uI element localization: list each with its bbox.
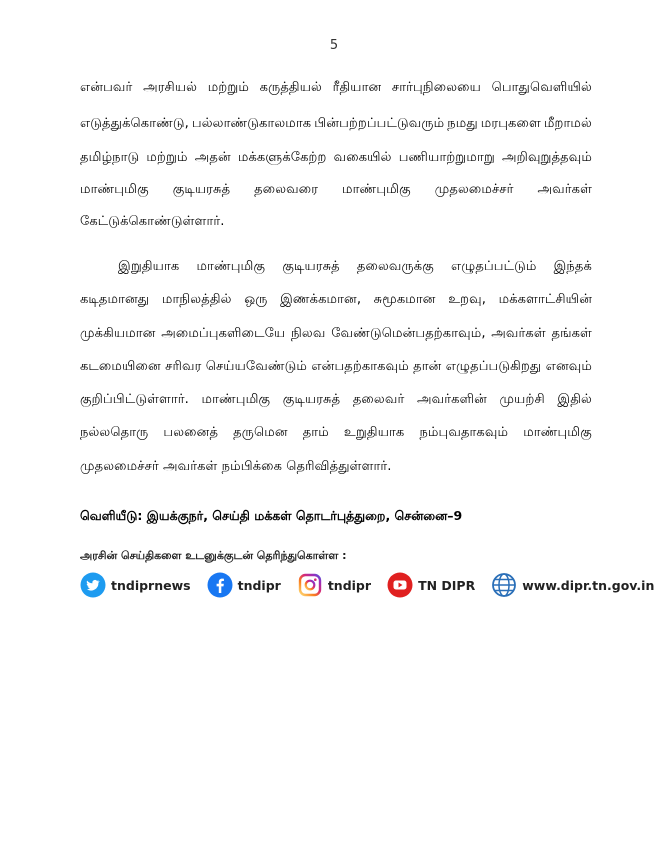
paragraph1-line4 xyxy=(80,182,592,198)
paragraph2-line2 xyxy=(80,292,592,308)
word: பொதுவெளியில் xyxy=(491,80,592,95)
word: மாண்புமிகு xyxy=(523,425,592,440)
word: நல்லதொரு xyxy=(80,425,149,440)
word: ஒரு xyxy=(244,292,268,307)
release-line: வெளியீடு: இயக்குநர், செய்தி மக்கள் தொடர்புத்துறை, சென்னை–9 xyxy=(80,508,463,523)
paragraph2-line6 xyxy=(80,425,592,441)
social-youtube[interactable] xyxy=(387,572,475,598)
word: மாண்புமிகு xyxy=(80,182,149,197)
word: மற்றும் xyxy=(207,80,250,95)
word: எழுதப்பட்டும் xyxy=(450,259,537,274)
word: எடுத்துக்கொண்டு, xyxy=(80,116,189,131)
social-label: www.dipr.tn.gov.in xyxy=(522,577,655,593)
word: குடியரசுத் xyxy=(282,392,341,407)
word: குடியரசுத் xyxy=(282,259,340,274)
word: ரீதியான xyxy=(332,80,382,95)
word: அரசியல் xyxy=(143,80,198,95)
word: இணக்கமான, xyxy=(280,292,362,307)
paragraph1-line5: கேட்டுக்கொண்டுள்ளார். xyxy=(80,214,225,229)
word: எனவும் xyxy=(545,359,592,374)
word: குறிப்பிட்டுள்ளார். xyxy=(80,392,189,407)
word: உறுதியாக xyxy=(343,425,405,440)
word: சுமூகமான xyxy=(373,292,436,307)
word: தங்கள் xyxy=(551,326,592,341)
word: மீறாமல் xyxy=(543,116,592,131)
word: பலனைத் xyxy=(163,425,219,440)
word: நம்புவதாகவும் xyxy=(419,425,509,440)
word: உறவு, xyxy=(448,292,486,307)
word: மக்களாட்சியின் xyxy=(498,292,592,307)
word: நமது xyxy=(447,116,478,131)
paragraph1-line1 xyxy=(80,80,592,96)
paragraph2-line1 xyxy=(118,259,592,275)
word: கடமையினை xyxy=(80,359,161,374)
word: மாண்புமிகு xyxy=(342,182,411,197)
word: தலைவருக்கு xyxy=(356,259,434,274)
word: கடிதமானது xyxy=(80,292,150,307)
word: பணியாற்றுமாறு xyxy=(398,150,495,165)
word: முயற்சி xyxy=(499,392,545,407)
word: அவர்களின் xyxy=(416,392,487,407)
word: மற்றும் xyxy=(146,150,188,165)
word: நிலவ xyxy=(290,326,326,341)
follow-label: அரசின் செய்திகளை உடனுக்குடன் தெரிந்துகொள்ள : xyxy=(80,549,347,562)
word: என்பதற்காகவும் xyxy=(311,359,409,374)
word: அறிவுறுத்தவும் xyxy=(501,150,592,165)
word: மாண்புமிகு xyxy=(196,259,266,274)
social-label: tndiprnews xyxy=(111,577,191,593)
social-links xyxy=(80,570,655,600)
word: இதில் xyxy=(557,392,592,407)
globe-icon xyxy=(491,572,517,598)
word: அதன் xyxy=(194,150,231,165)
social-label: TN DIPR xyxy=(418,577,476,593)
word: வகையில் xyxy=(333,150,392,165)
paragraph2-line5 xyxy=(80,392,592,408)
word: தருமென xyxy=(233,425,288,440)
word: பல்லாண்டுகாலமாக xyxy=(191,116,312,131)
word: சரிவர xyxy=(165,359,202,374)
paragraph2-line3 xyxy=(80,326,592,342)
word: தலைவரை xyxy=(254,182,319,197)
word: இந்தக் xyxy=(553,259,592,274)
word: அவர்கள் xyxy=(537,182,592,197)
social-facebook[interactable] xyxy=(207,572,281,598)
word: மரபுகளை xyxy=(480,116,541,131)
word: பின்பற்றப்பட்டுவரும் xyxy=(314,116,445,131)
paragraph2-line7: முதலமைச்சர் அவர்கள் நம்பிக்கை தெரிவித்துள்ளார். xyxy=(80,459,392,474)
social-instagram[interactable] xyxy=(297,572,371,598)
word: தமிழ்நாடு xyxy=(80,150,140,165)
paragraph1-line2 xyxy=(80,116,592,132)
facebook-icon xyxy=(207,572,233,598)
social-label: tndipr xyxy=(237,577,281,593)
word: கருத்தியல் xyxy=(259,80,322,95)
word: அமைப்புகளிடையே xyxy=(161,326,286,341)
page-number: 5 xyxy=(329,38,339,53)
instagram-icon xyxy=(297,572,323,598)
social-twitter[interactable] xyxy=(80,572,191,598)
social-label: tndipr xyxy=(327,577,372,593)
word: வேண்டுமென்பதற்காவும், xyxy=(331,326,486,341)
word: என்பவர் xyxy=(80,80,133,95)
word: மாநிலத்தில் xyxy=(161,292,232,307)
word: எழுதப்படுகிறது xyxy=(445,359,542,374)
word: முக்கியமான xyxy=(80,326,156,341)
word: இறுதியாக xyxy=(118,259,180,274)
twitter-icon xyxy=(80,572,106,598)
paragraph2-line4 xyxy=(80,359,592,375)
word: மக்களுக்கேற்ற xyxy=(237,150,327,165)
word: தலைவர் xyxy=(352,392,405,407)
paragraph1-line3 xyxy=(80,150,592,166)
word: முதலமைச்சர் xyxy=(434,182,514,197)
word: சார்புநிலையை xyxy=(391,80,481,95)
youtube-icon xyxy=(387,572,413,598)
word: அவர்கள் xyxy=(491,326,546,341)
word: மாண்புமிகு xyxy=(201,392,271,407)
word: குடியரசுத் xyxy=(172,182,231,197)
social-website[interactable] xyxy=(491,572,654,598)
word: செய்யவேண்டும் xyxy=(205,359,308,374)
word: தாம் xyxy=(302,425,329,440)
word: தான் xyxy=(413,359,442,374)
